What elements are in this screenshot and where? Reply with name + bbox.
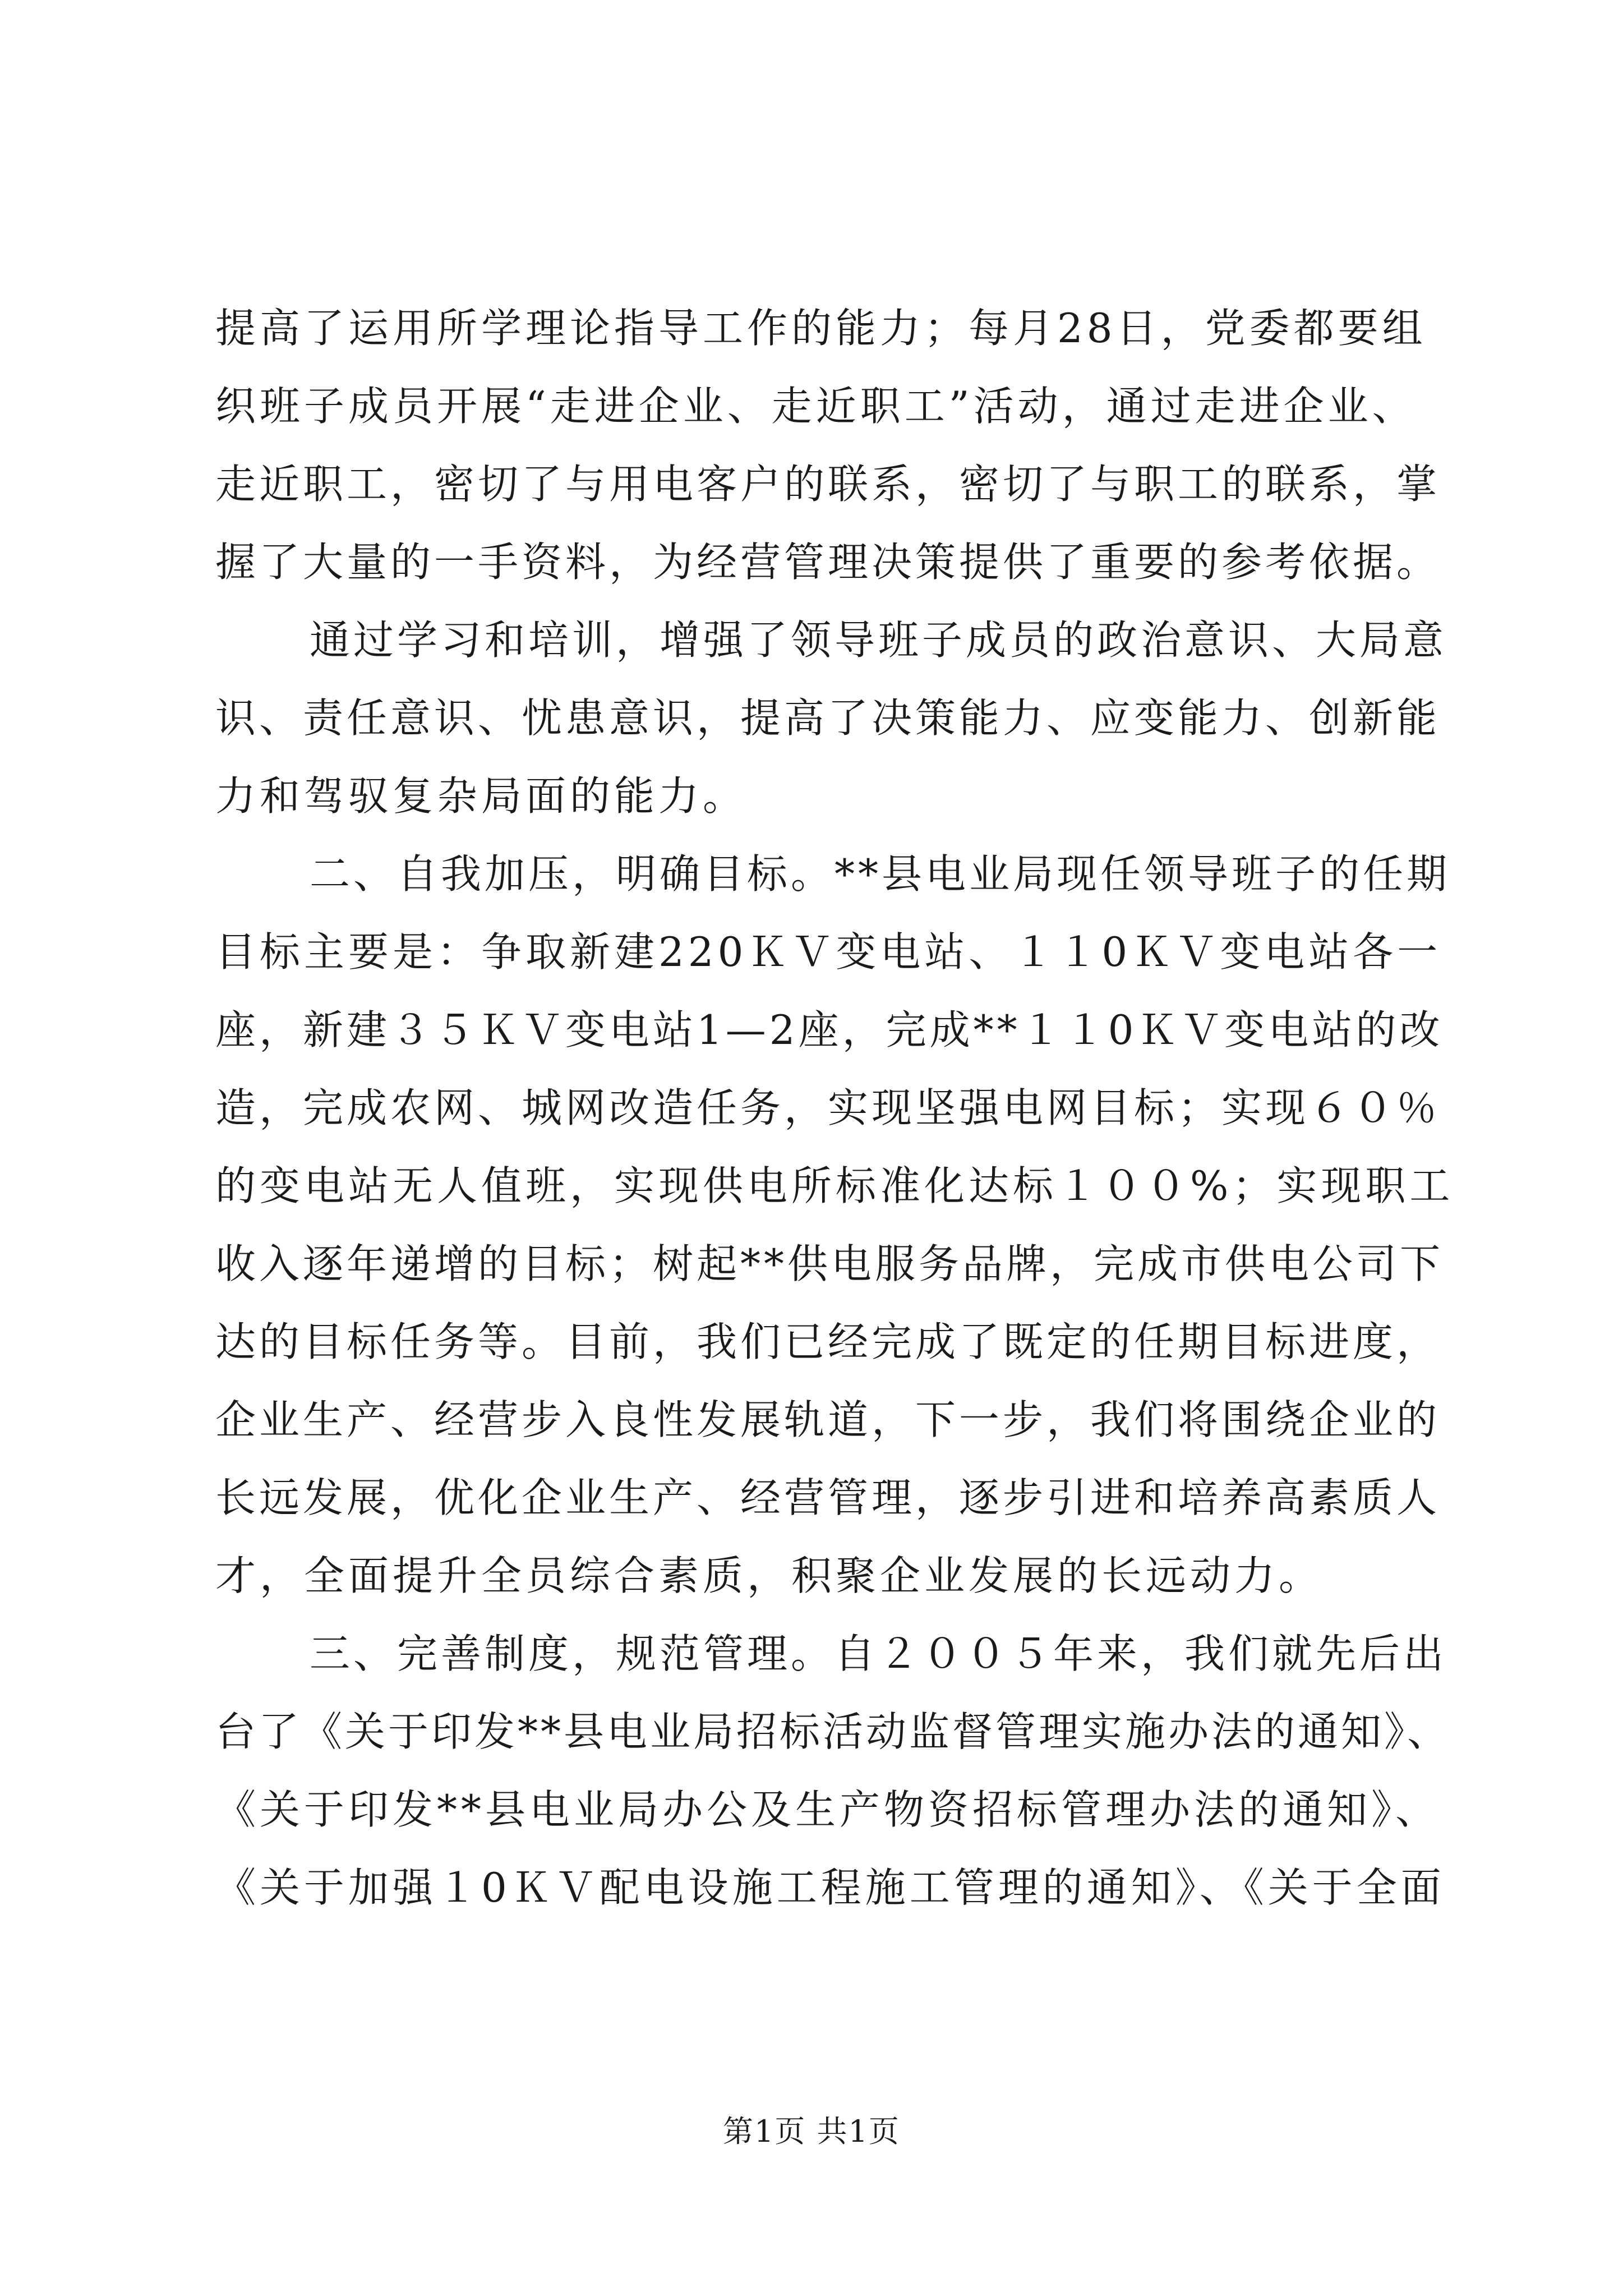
text-line-6: 识、责任意识、忧患意识，提高了决策能力、应变能力、创新能 — [215, 694, 1441, 742]
text-line-2: 织班子成员开展“走进企业、走近职工”活动，通过走进企业、 — [215, 383, 1417, 430]
text-line-14: 达的目标任务等。目前，我们已经完成了既定的任期目标进度， — [215, 1318, 1441, 1365]
text-line-3: 走近职工，密切了与用电客户的联系，密切了与职工的联系，掌 — [215, 461, 1441, 508]
text-line-9: 目标主要是：争取新建220ＫＶ变电站、１１0ＫＶ变电站各一 — [215, 928, 1442, 976]
text-line-5: 通过学习和培训，增强了领导班子成员的政治意识、大局意 — [310, 616, 1447, 664]
text-line-12: 的变电站无人值班，实现供电所标准化达标１００%；实现职工 — [215, 1162, 1454, 1209]
text-line-7: 力和驾驭复杂局面的能力。 — [215, 772, 748, 820]
text-line-20: 《关于印发**县电业局办公及生产物资招标管理办法的通知》、 — [215, 1786, 1440, 1833]
text-line-1: 提高了运用所学理论指导工作的能力；每月28日，党委都要组 — [215, 305, 1427, 352]
text-line-18: 三、完善制度，规范管理。自２００５年来，我们就先后出 — [310, 1630, 1447, 1677]
text-line-13: 收入逐年递增的目标；树起**供电服务品牌，完成市供电公司下 — [215, 1240, 1444, 1287]
text-line-15: 企业生产、经营步入良性发展轨道，下一步，我们将围绕企业的 — [215, 1396, 1441, 1443]
text-line-19: 台了《关于印发**县电业局招标活动监督管理实施办法的通知》、 — [215, 1708, 1451, 1755]
text-line-11: 造，完成农网、城网改造任务，实现坚强电网目标；实现６０％ — [215, 1084, 1441, 1131]
text-line-21: 《关于加强１0ＫＶ配电设施工程施工管理的通知》、《关于全面 — [215, 1864, 1445, 1911]
page-number-footer: 第1页 共1页 — [723, 2114, 900, 2149]
text-line-8: 二、自我加压，明确目标。**县电业局现任领导班子的任期 — [310, 850, 1451, 898]
text-line-10: 座，新建３５ＫＶ变电站1—2座，完成**１１0ＫＶ变电站的改 — [215, 1006, 1444, 1053]
text-line-16: 长远发展，优化企业生产、经营管理，逐步引进和培养高素质人 — [215, 1474, 1441, 1521]
text-line-4: 握了大量的一手资料，为经营管理决策提供了重要的参考依据。 — [215, 539, 1441, 586]
text-line-17: 才，全面提升全员综合素质，积聚企业发展的长远动力。 — [215, 1552, 1324, 1599]
